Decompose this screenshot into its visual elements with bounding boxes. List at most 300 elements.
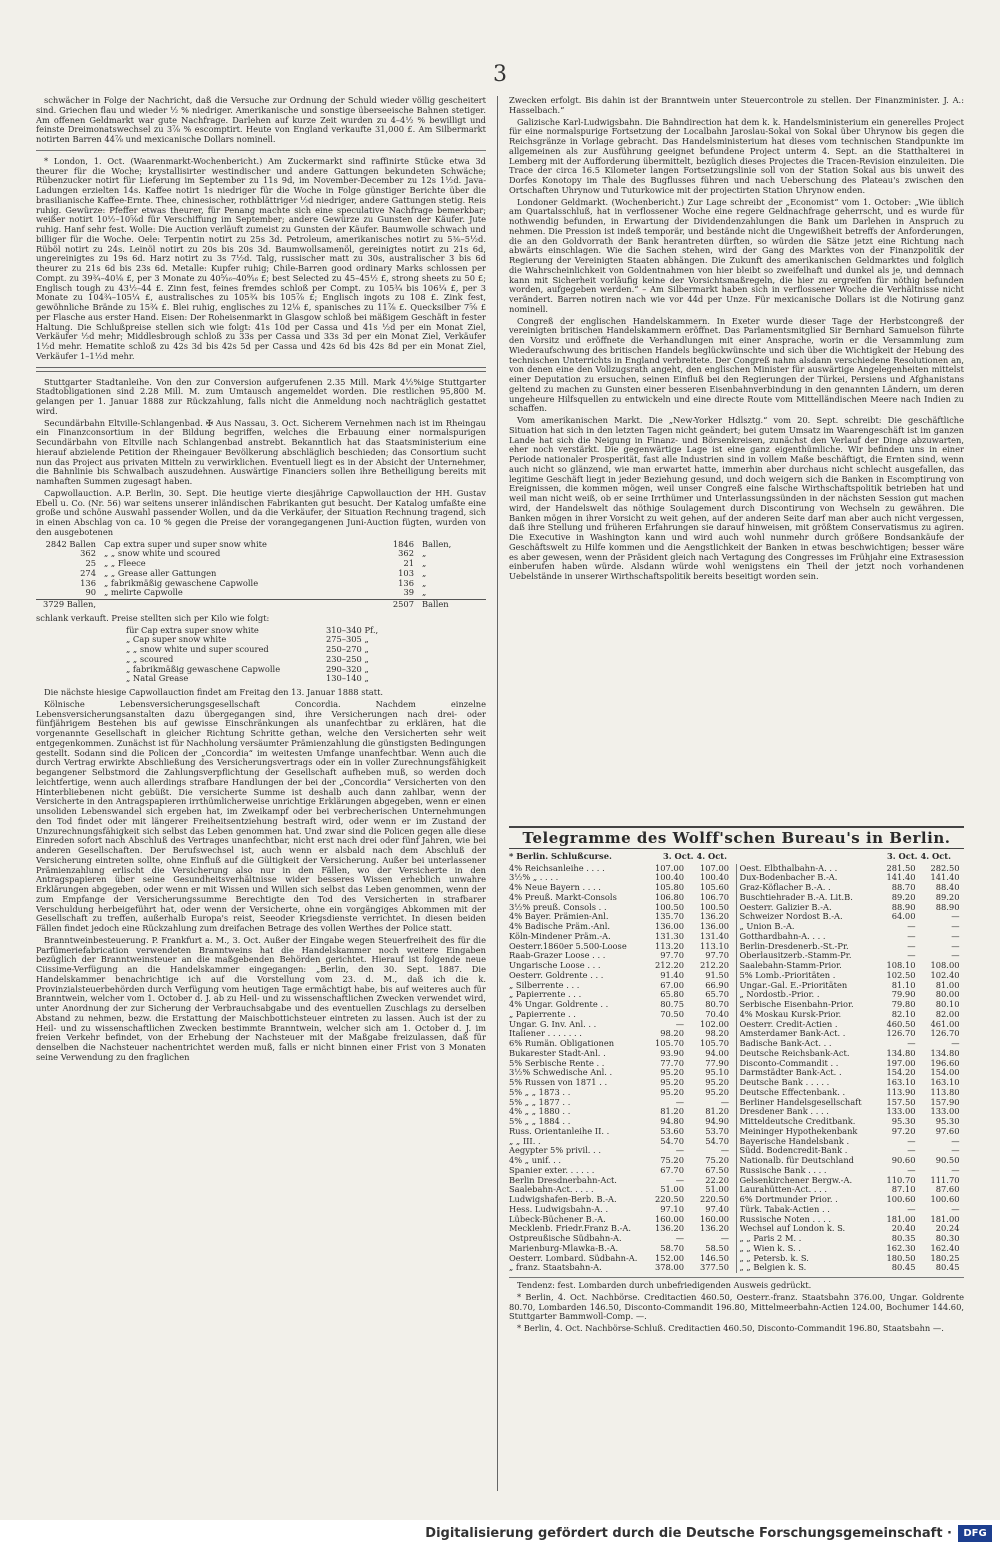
price-oct-4: — (951, 1203, 960, 1214)
price-oct-4: 80.70 (705, 999, 729, 1009)
quotes-right (736, 864, 965, 1274)
price-oct-3: — (907, 1164, 916, 1175)
price-oct-4: 100.40 (699, 872, 729, 883)
quote-row (740, 1254, 965, 1264)
security-name: Ludwigshafen-Berb. B.-A. (509, 1195, 617, 1204)
price-oct-3: 106.80 (654, 891, 684, 902)
price-oct-3: 94.80 (660, 1116, 684, 1126)
security-name: Serbische Eisenbahn-Prior. (739, 1000, 854, 1009)
price-oct-4: — (951, 1164, 960, 1175)
price-oct-4: 54.70 (705, 1135, 729, 1146)
security-name: 5% Lomb.-Prioritäten . (739, 970, 836, 980)
price-oct-4: 377.50 (699, 1262, 729, 1273)
funding-note: Digitalisierung gefördert durch die Deutsche Forschungsgemeinschaft · (425, 1526, 952, 1541)
security-name: Türk. Tabak-Actien . . (739, 1204, 830, 1214)
price-oct-3: — (907, 930, 916, 941)
price-oct-4: 180.25 (930, 1252, 960, 1263)
article-london-money-market: Londoner Geldmarkt. (Wochenbericht.) Zur Lage schreibt der „Economist“ vom 1. October: „Wie üblich am Quartalsschluß, hat in verflossener Woche eine regere Geldnachfrage geherrscht, und es wurde für nothwendig befunden, in Erwartung der Dividendenzahlungen die Bank um Darlehen in Anspruch zu nehmen. Die Pression ist indeß temporär, und bestände nicht die Ungewißheit betreffs der Anforderungen, die an den Goldvorrath der Bank herantreten dürften, so würden die Sätze jetzt eine Richtung nach abwärts einschlagen. Wie die Sachen stehen, wird der Gang des Marktes von der Finanzpolitik der Regierung der Vereinigten Staaten abhängen. Die Zukunft des amerikanischen Geldmarktes und folglich die Wahrscheinlichkeit von Goldentnahmen von hier bleibt so zweifelhaft und dunkel als je, und demnach kann mit Sicherheit vorläufig keine der Vorsichtsmaßregeln, die hier zu ergreifen für nöthig befunden worden, aufgegeben werden.“ – Am Silbermarkt haben sich in verflossener Woche die Verhältnisse nicht verändert. Barren notiren nach wie vor 44d per Unze. Für mexicanische Dollars ist die Notirung ganz nominell. (509, 196, 964, 314)
price-oct-4: 102.40 (930, 969, 960, 980)
price-oct-4: 70.40 (705, 1008, 729, 1019)
quote-row (509, 1117, 736, 1127)
quote-row (740, 1117, 965, 1127)
security-name: Buschtiehrader B.-A. Lit.B. (739, 892, 853, 902)
price-oct-3: 80.75 (660, 999, 684, 1009)
table-row: für Cap extra super snow white 310–340 Pf., (126, 624, 379, 635)
price-oct-3: 79.80 (891, 999, 916, 1009)
table-row: 25 „ „ Fleece 21 „ (85, 558, 427, 568)
price-oct-3: 81.10 (891, 979, 916, 990)
security-name: Deutsche Bank . . . . . (739, 1078, 830, 1087)
price-oct-3: — (675, 1233, 684, 1243)
quote-row (509, 1127, 736, 1137)
price-oct-3: 134.80 (886, 1047, 916, 1058)
price-oct-3: 82.10 (891, 1008, 916, 1019)
price-oct-3: 75.20 (660, 1155, 684, 1165)
security-name: „ Papierrente . . (509, 1009, 576, 1019)
price-oct-4: 196.60 (930, 1057, 960, 1068)
price-oct-4: — (951, 950, 960, 961)
table-row: 274 „ „ Grease aller Gattungen 103 „ (80, 567, 427, 578)
price-oct-3: 220.50 (654, 1194, 684, 1204)
security-name: Ungarische Loose . . . (509, 961, 601, 970)
after-hours-close-note: * Berlin, 4. Oct. Nachbörse-Schluß. Creditactien 460.50, Disconto-Commandit 196.80, Staatsbahn —. (517, 1323, 944, 1333)
price-oct-4: 91.50 (705, 969, 729, 980)
price-oct-3: 378.00 (654, 1262, 684, 1273)
price-oct-3: 88.70 (891, 882, 916, 892)
price-oct-4: 51.00 (705, 1184, 729, 1195)
price-oct-3: 136.20 (654, 1223, 684, 1234)
security-name: 5% Serbische Rente . . (509, 1058, 605, 1068)
prices-table (126, 626, 486, 685)
security-name: „ „ III. . (509, 1136, 541, 1146)
price-oct-3: 64.00 (891, 911, 916, 922)
security-name: Oesterr. Credit-Actien . (739, 1019, 838, 1029)
price-oct-4: 461.00 (930, 1018, 960, 1029)
security-name: Mitteldeutsche Creditbank. (739, 1117, 856, 1126)
table-row: „ Natal Grease 130–140 „ (126, 673, 369, 684)
security-name: Berlin-Dresdenerb.-St.-Pr. (739, 941, 849, 951)
price-oct-4: 105.60 (699, 882, 729, 892)
price-oct-4: 131.40 (699, 930, 729, 941)
security-name: Wechsel auf London k. S. (739, 1224, 846, 1234)
price-oct-4: 58.50 (705, 1242, 729, 1253)
quote-row (740, 1176, 965, 1186)
security-name: „ Nordostb.-Prior. . (739, 990, 820, 1000)
price-oct-3: 181.00 (886, 1213, 916, 1224)
left-column (36, 96, 486, 1491)
price-oct-4: — (951, 930, 960, 941)
table-row: 136 „ fabrikmäßig gewaschene Capwolle 136 „ (80, 577, 427, 588)
price-oct-4: 162.40 (930, 1242, 960, 1253)
table-row: „ fabrikmäßig gewaschene Capwolle 290–320 „ (126, 663, 369, 674)
price-oct-3: 91.40 (660, 969, 684, 980)
quote-row (509, 1166, 736, 1176)
price-oct-4: 154.00 (930, 1067, 960, 1078)
bales-table (36, 540, 486, 610)
price-oct-3: 141.40 (886, 872, 916, 883)
security-name: 5% Russen von 1871 . . (509, 1078, 608, 1087)
price-oct-4: 22.20 (705, 1174, 729, 1185)
price-oct-3: 97.70 (660, 950, 684, 961)
price-oct-4: 97.60 (935, 1125, 960, 1136)
quote-row (740, 1156, 965, 1166)
price-oct-4: 141.40 (930, 872, 960, 883)
price-oct-3: — (675, 1096, 684, 1107)
price-oct-4: 65.70 (705, 989, 729, 1000)
price-oct-4: 95.20 (705, 1086, 729, 1097)
price-oct-4: 94.00 (705, 1047, 729, 1058)
table-row: „ „ scoured 230–250 „ (126, 653, 369, 664)
price-oct-4: 102.00 (699, 1018, 729, 1029)
price-oct-4: 146.50 (699, 1252, 729, 1263)
quote-row (740, 912, 965, 922)
price-oct-4: 77.90 (705, 1057, 729, 1068)
table-row: „ „ snow white und super scoured 250–270 „ (126, 644, 369, 654)
security-name: 4% „ unif. . . (509, 1156, 562, 1165)
separator (36, 150, 486, 151)
quote-row (740, 922, 965, 932)
price-oct-4: 20.24 (935, 1223, 960, 1234)
price-oct-3: 100.60 (886, 1194, 916, 1204)
security-name: Oesterr. Galizier B.-A. (739, 902, 832, 912)
security-name: Russische Bank . . . . (739, 1165, 827, 1175)
price-oct-3: 126.70 (886, 1028, 916, 1039)
price-oct-4: 95.20 (705, 1077, 729, 1087)
price-oct-3: — (907, 1145, 916, 1156)
security-name: Dresdener Bank . . . . (739, 1107, 829, 1117)
security-name: Oesterr. Lombard. Südbahn-A. (509, 1253, 638, 1263)
column-divider (497, 96, 498, 1491)
price-oct-3: 105.70 (654, 1038, 684, 1048)
price-oct-3: 197.00 (886, 1057, 916, 1068)
price-oct-3: 108.10 (886, 960, 916, 970)
price-oct-4: 97.70 (705, 950, 729, 961)
price-oct-4: 107.00 (699, 862, 729, 873)
security-name: Schweizer Nordost B.-A. (739, 912, 843, 922)
price-oct-4: — (951, 1135, 960, 1146)
price-oct-3: 80.45 (891, 1262, 916, 1273)
price-oct-4: 181.00 (930, 1213, 960, 1224)
price-oct-4: 90.50 (935, 1155, 960, 1165)
price-oct-4: 53.70 (705, 1125, 729, 1136)
telegram-subheader (509, 852, 964, 862)
security-name: 4% Ungar. Goldrente . . (509, 1000, 609, 1009)
article-eltville-railway: Secundärbahn Eltville-Schlangenbad. ✠ Aus Nassau, 3. Oct. Sicherem Vernehmen nach ist im Rheingau ein Finanzconsortium in der Bildung begriffen, welches die Erbauung einer normalspurigen Secundärbahn von Eltville nach Schlangenbad anstrebt. Bekanntlich hat das Staatsministerium eine hierauf abzielende Petition der Rheingauer Bevölkerung abschläglich beschieden; das Consortium sucht nun das Project aus privaten Mitteln zu verwirklichen. Eventuell liegt es in der Absicht der Unternehmer, die Bahnlinie bis Schwalbach auszudehnen. Auswärtige Financiers sollen ihre Betheiligung bereits mit namhaften Summen zugesagt haben. (36, 417, 486, 486)
price-oct-3: — (907, 921, 916, 931)
security-name: Laurahütten-Act. . . . (739, 1185, 828, 1195)
price-oct-3: 152.00 (654, 1252, 684, 1263)
price-oct-3: 107.00 (654, 862, 684, 873)
security-name: Hess. Ludwigsbahn-A. . (509, 1204, 609, 1214)
after-hours-note: * Berlin, 4. Oct. Nachbörse. Creditactien 460.50, Oesterr.-franz. Staatsbahn 376.00, Ungar. Goldrente 80.70, Lombarden 146.50, Disconto-Commandit 196.80, Mittelmeerbahn-Actien 124.00, Bochumer 144.60, Stuttgarter Bammwoll-Comp. —. (509, 1291, 964, 1322)
price-oct-3: 135.70 (654, 911, 684, 922)
security-name: Saalebahn-Act. . . . . (509, 1185, 594, 1195)
page-number: 3 (493, 62, 507, 87)
security-name: Disconto-Commandit . . (739, 1058, 839, 1068)
price-oct-3: — (675, 1145, 684, 1156)
price-oct-3: 113.20 (654, 940, 684, 951)
quote-row (740, 893, 965, 903)
date-header: 3. Oct. 4. Oct. (887, 850, 951, 861)
table-total-row: 3729 Ballen, 2507 Ballen (36, 599, 486, 610)
security-name: „ Union B.-A. (739, 922, 795, 931)
telegram-title: Telegramme des Wolff'schen Bureau's in Berlin. (509, 826, 964, 849)
price-oct-3: 95.20 (660, 1067, 684, 1078)
quote-row (509, 1098, 736, 1108)
security-name: Nationalb. für Deutschland (739, 1156, 854, 1165)
article-brandy-tax: Branntweinbesteuerung. P. Frankfurt a. M., 3. Oct. Außer der Eingabe wegen Steuerfreiheit des für die Parfümeriefabrication verwendeten Branntweins hat die Handelskammer noch weitere Eingaben bezüglich der Branntweinsteuer an die maßgebenden Behörden gerichtet. Hierauf ist folgende neue Ciissime-Verfügung an die Handelskammer eingegangen: „Berlin, den 30. Sept. 1887. Die Handelskammer benachrichtige ich auf die Vorstellung vom 23. d. M., daß ich die k. Provinzialsteuerbehörden durch Verfügung vom heutigen Tage ermächtigt habe, bis auf weiteres auch für Branntwein, welcher vom 1. October d. J. ab zu Heil- und zu wissenschaftlichen Zwecken verwendet wird, unter Anordnung der zur Sicherung der Verbrauchsabgabe und des eventuellen Zuschlags zu derselben Abstand zu nehmen, bezw. die Erstattung der Maischbottichsteuer eintreten zu lassen. Auch ist der zu Heil- und zu wissenschaftlichen Zwecken bestimmte Branntwein, welcher sich am 1. October d. J. im freien Verkehr befindet, von der Erhebung der Nachsteuer mit der Maßgabe freizulassen, daß für denselben die Nachsteuer nachentrichtet werden muß, falls er nicht binnen einer Frist von 3 Monaten seine Verwendung zu den fraglichen (36, 934, 486, 1062)
security-name: 5% „ „ 1873 . . (509, 1087, 571, 1097)
quote-row (740, 942, 965, 952)
price-oct-4: — (720, 1145, 729, 1156)
price-oct-4: 80.30 (935, 1233, 960, 1243)
price-oct-3: — (675, 1018, 684, 1029)
quote-row (740, 1127, 965, 1137)
price-oct-4: 88.90 (935, 901, 960, 912)
price-oct-3: 65.80 (660, 989, 684, 1000)
security-name: Oesterr. Goldrente . . . (509, 970, 604, 980)
security-name: 4% Badische Präm.-Anl. (509, 922, 611, 931)
article-stuttgart-loan: Stuttgarter Stadtanleihe. Von den zur Conversion aufgerufenen 2.35 Mill. Mark 4½%ige Stuttgarter Stadtobligationen sind 2.28 Mill. M. zum Umtausch angemeldet worden. Die restlichen 95,800 M. gelangen per 1. Januar 1888 zur Rückzahlung, falls nicht die Anmeldung noch nachträglich gestattet wird. (36, 376, 486, 416)
price-oct-3: 163.10 (886, 1077, 916, 1087)
security-name: Berliner Handelsgesellschaft (739, 1097, 862, 1107)
quote-row (509, 1088, 736, 1098)
price-oct-3: 97.10 (660, 1203, 684, 1214)
security-name: Bukarester Stadt-Anl. . (509, 1048, 606, 1058)
security-name: „ franz. Staatsbahn-A. (509, 1263, 602, 1273)
security-name: „ „ Belgien k. S. (739, 1263, 807, 1273)
price-oct-3: — (907, 1203, 916, 1214)
price-oct-3: 95.20 (660, 1077, 684, 1087)
table-row: 90 „ melirte Capwolle 39 „ (85, 587, 427, 598)
security-name: Oest. Elbthalbahn-A. . . (739, 863, 838, 873)
price-oct-4: 80.00 (935, 989, 960, 1000)
price-oct-3: 67.00 (660, 979, 684, 990)
price-oct-4: 212.20 (699, 960, 729, 970)
price-oct-4: 134.80 (930, 1047, 960, 1058)
price-oct-4: — (720, 1096, 729, 1107)
price-oct-3: 51.00 (660, 1184, 684, 1195)
price-oct-4: 80.45 (935, 1262, 960, 1273)
quote-row (740, 1215, 965, 1225)
price-oct-3: 88.90 (891, 901, 916, 912)
security-name: Graz-Köflacher B.-A. . (739, 883, 831, 892)
security-name: „ Silberrente . . . (509, 980, 580, 990)
right-column (509, 96, 964, 820)
price-oct-3: 97.20 (891, 1125, 916, 1136)
security-name: Raab-Grazer Loose . . . (509, 951, 606, 961)
security-name: „ „ Wien k. S. . (739, 1243, 801, 1253)
price-oct-4: — (951, 940, 960, 951)
telegram-notes (509, 1277, 964, 1334)
price-oct-3: 81.20 (660, 1106, 684, 1117)
separator (36, 367, 486, 372)
price-oct-4: — (951, 911, 960, 922)
quote-row (740, 1146, 965, 1156)
quote-row (509, 1156, 736, 1166)
security-name: Ungar. G. Inv. Anl. . . (509, 1019, 597, 1029)
price-oct-3: 20.40 (891, 1223, 916, 1234)
price-oct-3: 102.50 (886, 969, 916, 980)
price-oct-4: 111.70 (930, 1174, 960, 1185)
price-oct-4: — (951, 1038, 960, 1048)
security-name: 5% „ „ 1877 . . (509, 1097, 571, 1107)
price-oct-4: 113.80 (930, 1086, 960, 1097)
article-american-market: Vom amerikanischen Markt. Die „New-Yorker Hdlsztg.“ vom 20. Sept. schreibt: Die geschäftliche Situation hat sich in den letzten Tagen nicht geändert; bei gutem Umsatz im Waarengeschäft ist im ganzen Lande hat sich die Neigung in Finanz- und Börsenkreisen, zunächst den Verlauf der Dinge abzuwarten, eher noch verstärkt. Die gegenwärtige Lage ist eine ganz eigenthümliche. Wir befinden uns in einer Periode nationaler Prosperität, fast alle Industrien sind in vollem Maße beschäftigt, die Ernten sind, wenn auch nicht so glänzend, wie man erwartet hatte, immerhin aber durchaus nicht schlecht ausgefallen, das legitime Geschäft liegt in jeder Beziehung gesund, und doch weigern sich die Banken in Escomptirung von Ereignissen, die kommen mögen, weil unser Congreß eine falsche Wirthschaftspolitik betrieben hat und weil man nicht weiß, ob er seine Irrthümer und Unterlassungssünden in der nächsten Session gut machen wird, der Handelswelt das nöthige Soulagement durch Discontirung von Wechseln zu gewähren. Die Banken mögen in ihrer Vorsicht zu weit gehen, auf der anderen Seite darf man aber auch nicht vergessen, daß ihre Stellung und früheren Erfahrungen sie darauf hinweisen, mit größtem Conservatismus zu agiren. Die Executive in Washington kann und wird auch wohl nunmehr durch größere Bondsankäufe der Geschäftswelt zu Hilfe kommen und die Aengstlichkeit der Banken in etwas beschwichtigen; besser wäre es aber gewesen, wenn der Präsident gleich nach Vertagung des Congresses im Frühjahr eine Extrasession einberufen haben würde. Alsdann würde wohl wenigstens ein Theil der jetzt noch vorhandenen Uebelstände in unserer Wirthschaftspolitik bereits beseitigt worden sein. (509, 415, 964, 581)
article-galician-railway: Galizische Karl-Ludwigsbahn. Die Bahndirection hat dem k. k. Handelsministerium ein generelles Project für eine normalspurige Fortsetzung der Localbahn Jaroslau-Sokal von Sokal über Uhrynow bis gegen die Reichsgränze in Vorlage gebracht. Das Handelsministerium hat dieses vom technischen Standpunkte im allgemeinen als zur Ausführung geeignet befundene Project unterm 4. Sept. an die Statthalterei in Lemberg mit der Aufforderung übermittelt, bezüglich dieses Projectes die Tracen-Revision einzuleiten. Die Trace der circa 16.5 Kilometer langen Fortsetzungslinie soll von der Station Sokal aus bis unweit des Dorfes Konotopy im Thale des Bugflusses führen und nach Ueberschung des Plateau's zwischen den Ortschaften Uhrynow und Tuturkowice mit der projectirten Station Uhrynow enden. (509, 116, 964, 195)
price-oct-4: — (951, 1145, 960, 1156)
price-oct-4: 81.20 (705, 1106, 729, 1117)
quote-row (509, 981, 736, 991)
price-oct-3: 79.90 (891, 989, 916, 1000)
quote-row (509, 1137, 736, 1147)
price-oct-3: 70.50 (660, 1008, 684, 1019)
price-oct-3: 98.20 (660, 1028, 684, 1039)
price-oct-3: 89.20 (891, 891, 916, 902)
security-name: 4% Preuß. Markt-Consols (509, 892, 617, 902)
price-oct-3: — (675, 1174, 684, 1185)
security-name: Lübeck-Büchener B.-A. (509, 1214, 606, 1224)
security-name: Gelsenkirchener Bergw.-A. (739, 1175, 853, 1185)
price-oct-3: 154.20 (886, 1067, 916, 1078)
price-oct-3: 162.30 (886, 1242, 916, 1253)
quote-row (509, 1263, 736, 1273)
security-name: Oberlausitzerb.-Stamm-Pr. (739, 951, 852, 961)
quote-row (740, 1029, 965, 1039)
price-oct-4: 97.40 (705, 1203, 729, 1214)
price-oct-3: — (907, 1135, 916, 1146)
price-oct-4: 82.00 (935, 1008, 960, 1019)
quote-row (740, 883, 965, 893)
price-oct-4: — (951, 921, 960, 931)
price-oct-3: 131.30 (654, 930, 684, 941)
quote-row (740, 981, 965, 991)
price-oct-3: 77.70 (660, 1057, 684, 1068)
dfg-logo: DFG (958, 1525, 992, 1542)
security-name: 4% Bayer. Prämien-Anl. (509, 912, 609, 922)
security-name: Italiener . . . . . . . (509, 1029, 582, 1039)
quote-row (509, 1039, 736, 1049)
price-oct-4: 67.50 (705, 1164, 729, 1175)
security-name: Marienburg-Mlawka-B.-A. (509, 1243, 619, 1253)
price-oct-3: 133.00 (886, 1106, 916, 1117)
article-london-commodities: * London, 1. Oct. (Waarenmarkt-Wochenbericht.) Am Zuckermarkt sind raffinirte Stücke etwa 3d theurer für die Woche; krystallisirter westindischer und andere Gattungen bekundeten Schwäche; Rübenzucker notirt für Lieferung im September zu 11s 9d, im November-December zu 12s 1½d. Java-Ladungen erzielten 14s. Kaffee notirt 1s niedriger für die Woche in Folge günstiger Berichte über die brasilianische Kaffee-Ernte. Thee, chinesischer, rothblättriger ½d niedriger, andere Gattungen stetig. Reis ruhig. Gewürze: Pfeffer etwas theurer, für Penang machte sich eine speculative Nachfrage bemerkbar; weißer notirt 10½–10⅝d für Verschiffung im September; andere Gewürze zu Gunsten der Käufer. Jute ruhig. Hanf sehr fest. Wolle: Die Auction verläuft zumeist zu Gunsten der Käufer. Baumwolle schwach und billiger für die Woche. Oele: Terpentin notirt zu 25s 3d. Petroleum, amerikanisches notirt zu 5⅜–5½d. Rüböl notirt zu 24s. Leinöl notirt zu 20s bis 20s 3d. Baumwollsamenöl, gereinigtes notirt zu 21s 6d, ungereinigtes zu 19s 6d. Harz notirt zu 3s 7½d. Talg, russischer matt zu 30s, australischer 3 bis 6d theurer zu 21s 6d bis 23s 6d. Metalle: Kupfer ruhig; Chile-Barren good ordinary Marks schlossen per Compt. zu 39¾–40⅛ £, per 3 Monate zu 40⁵⁄₁₆–40⁹⁄₁₆ £; best Selected zu 45–45½ £, strong sheets zu 50 £; Englisch tough zu 43½–44 £. Zinn fest, feines fremdes schloß per Compt. zu 105¾ bis 106¼ £, per 3 Monate zu 104¾–105¼ £, australisches zu 105¾ bis 105⅞ £; Englisch ingots zu 108 £. Zink fest, gewöhnliche Brände zu 15¾ £. Blei ruhig, englisches zu 12⅛ £, spanisches zu 11⅞ £. Quecksilber 7⅝ £ per Flasche aus erster Hand. Eisen: Der Roheisenmarkt in Glasgow schloß bei mäßigem Geschäft in fester Haltung. Die Schlußpreise stellen sich wie folgt: 41s 10d per Cassa und 41s ½d per ein Monat Ziel, Verkäufer ½d mehr; Middlesbrough schloß zu 33s per Cassa und 33s 3d per ein Monat Ziel, Verkäufer 1½d mehr. Hematite schloß zu 42s 3d bis 42s 5d per Cassa und 42s 6d bis 42s 8d per ein Monat Ziel, Verkäufer 1–1½d mehr. (36, 155, 486, 361)
security-name: Russische Noten . . . . (739, 1214, 831, 1224)
security-name: 4% Neue Bayern . . . . (509, 883, 601, 892)
security-name: Spanier exter. . . . . . (509, 1165, 595, 1175)
quote-row (740, 903, 965, 913)
price-oct-4: 136.20 (699, 1223, 729, 1234)
price-oct-4: 133.00 (930, 1106, 960, 1117)
security-name: Köln-Mindener Präm.-A. (509, 931, 611, 941)
security-name: Russ. Orientanleihe II. . (509, 1126, 610, 1136)
telegram-section (509, 826, 964, 1496)
price-oct-3: — (907, 940, 916, 951)
price-oct-3: 281.50 (886, 862, 916, 873)
security-name: Berlin Dresdnerbahn-Act. (509, 1175, 617, 1185)
price-oct-4: 66.90 (705, 979, 729, 990)
quote-row (740, 1000, 965, 1010)
article-chambers-congress: Congreß der englischen Handelskammern. In Exeter wurde dieser Tage der Herbstcongreß der vereinigten britischen Handelskammern eröffnet. Das Parlamentsmitglied Sir Bernhard Samuelson führte den Vorsitz und eröffnete die Verhandlungen mit einer Ansprache, worin er die Versammlung zum Wiederaufschwung des britischen Handels beglückwünschte und sich über die Wichtigkeit der Hebung des technischen Unterrichts in England verbreitete. Der Congreß nahm alsdann verschiedene Resolutionen an, von denen eine den Vollzugsrath angeht, den englischen Minister für auswärtige Angelegenheiten mittelst einer Deputation zu ersuchen, seinen Einfluß bei den Regierungen der Türkei, Persiens und Afghanistans geltend zu machen zu Gunsten einer besseren Eisenbahnverbindung in den genannten Ländern, um deren ungeheure Hilfsquellen zu entwickeln und eine directe Route vom Mittelländischen Meere nach Indien zu schaffen. (509, 315, 964, 414)
quotes-left (509, 864, 736, 1274)
quote-row (509, 1020, 736, 1030)
price-oct-4: 163.10 (930, 1077, 960, 1087)
price-oct-3: 180.50 (886, 1252, 916, 1263)
price-oct-3: 54.70 (660, 1135, 684, 1146)
security-name: Gotthardbahn-A. . . . (739, 931, 826, 941)
price-oct-4: 113.10 (699, 940, 729, 951)
price-oct-4: 157.90 (930, 1096, 960, 1107)
article-paragraph: Zwecken erfolgt. Bis dahin ist der Branntwein unter Steuercontrole zu stellen. Der Finanzminister. J. A.: Hasselbach.“ (509, 96, 964, 115)
table-row: „ Cap super snow white 275–305 „ (126, 634, 369, 645)
price-oct-3: 212.20 (654, 960, 684, 970)
price-oct-4: 89.20 (935, 891, 960, 902)
security-name: Oesterr.1860er 5.500-Loose (509, 941, 627, 951)
quote-row (740, 873, 965, 883)
price-oct-4: 160.00 (699, 1213, 729, 1224)
quote-row (740, 1195, 965, 1205)
price-oct-3: 95.20 (660, 1086, 684, 1097)
price-oct-3: 80.35 (891, 1233, 916, 1243)
quote-row (509, 1000, 736, 1010)
quote-row (509, 1049, 736, 1059)
quote-row (740, 1137, 965, 1147)
security-name: Darmstädter Bank-Act. . (739, 1068, 842, 1078)
quote-row (509, 1176, 736, 1186)
security-name: Badische Bank-Act. . . (739, 1039, 832, 1048)
security-name: Aegypter 5% privil. . . (509, 1146, 601, 1156)
security-name: Bayerische Handelsbank . (739, 1136, 850, 1146)
price-oct-4: 80.10 (935, 999, 960, 1009)
quote-row (509, 1195, 736, 1205)
article-next-auction: Die nächste hiesige Capwollauction findet am Freitag den 13. Januar 1888 statt. (44, 687, 384, 697)
security-name: 3½% Schwedische Anl. . (509, 1068, 613, 1078)
tendency-note: Tendenz: fest. Lombarden durch unbefriedigenden Ausweis gedrückt. (517, 1280, 812, 1290)
quote-row (509, 1078, 736, 1088)
security-name: 4% „ „ 1880 . . (509, 1107, 571, 1117)
price-oct-3: 136.00 (654, 921, 684, 931)
quote-row (509, 990, 736, 1000)
quote-row (509, 1068, 736, 1078)
security-name: 4% Moskau Kursk-Prior. (739, 1009, 842, 1019)
security-name: „ „ Paris 2 M. . (739, 1234, 802, 1243)
price-oct-4: 282.50 (930, 862, 960, 873)
article-concordia-insurance: Kölnische Lebensversicherungsgesellschaft Concordia. Nachdem einzelne Lebensversicherungsanstalten dazu übergegangen sind, ihre Versicherungen nach drei- oder fünfjährigem Bestehen bis auf gewisse Einschränkungen als unanfechtbar zu erklären, hat die vorgenannte Gesellschaft in gleicher Richtung Schritte gethan, welche den Versicherten sehr weit entgegenkommen. Zunächst ist für Nachholung versäumter Prämienzahlung die günstigsten Bedingungen gestellt. Sodann sind die Policen der „Concordia“ im weitesten Umfange unanfechtbar. Wenn auch die durch Vertrag erwirkte Abschließung des Versicherungsvertrags oder ein in voller Zurechnungsfähigkeit begangener Selbstmord die Zahlungsverpflichtung der Gesellschaft aufheben muß, so werden doch leichtfertige, wenn auch allerdings strafbare Handlungen der bei der „Concordia“ Versicherten von den Hinterbliebenen nicht gebüßt. Die versicherte Summe ist deshalb auch dann zahlbar, wenn der Versicherte in den Antragspapieren irrthümlicherweise unrichtige Erklärungen abgegeben, wenn er einen unsoliden Lebenswandel sich ergeben hat, im Zweikampf oder bei verbrecherischen Unternehmungen den Tod findet oder mit längerer Freiheitsentziehung bestraft wird, oder wenn er im Zustand der Unzurechnungsfähigkeit sich selbst das Leben genommen hat. Und zwar sind die Policen gegen alle diese Einreden sofort nach Abschluß des Vertrages unanfechtbar, nicht erst nach drei oder fünf Jahren, wie bei anderen Gesellschaften. Der Berufswechsel ist, auch wenn er alsbald nach dem Abschluß der Versicherung eintreten sollte, ohne Einfluß auf die Gültigkeit der Versicherung. Außer bei unterlassener Prämienzahlung erlischt die Versicherung also nur in den Fällen, wo der Versicherte in den Antragspapieren über seine Gesundheitsverhältnisse wider besseres Wissen erheblich unwahre Erklärungen abgegeben, oder wenn er mit Wissen und Willen sich selbst das Leben genommen, wenn der zum Empfange der Versicherungssumme Berechtigte den Tod des Versicherten in strafbarer Verschuldung herbeigeführt hat, oder wenn der Versicherte, ohne ein vorgängiges Abkommen mit der Gesellschaft zu treffen, außerhalb Europa's reist, Seeoder Kriegsdienste verrichtet. In diesen beiden Fällen findet jedoch eine Rückzahlung zum dreifachen Betrage des vollen Werthes der Police statt. (36, 698, 486, 933)
security-name: Ungar.-Gal. E.-Prioritäten (739, 980, 848, 990)
quote-row (509, 942, 736, 952)
price-oct-3: — (907, 950, 916, 961)
quote-row (509, 1234, 736, 1244)
price-oct-3: 100.40 (654, 872, 684, 883)
security-name: Mecklenb. Friedr.Franz B.-A. (509, 1224, 632, 1234)
article-paragraph: schwächer in Folge der Nachricht, daß die Versuche zur Ordnung der Schuld wieder völlig gescheitert sind. Griechen flau und wieder ½ % niedriger. Amerikanische und sonstige überseeische Bahnen stetiger. Am offenen Geldmarkt war gute Nachfrage. Darlehen auf kurze Zeit wurden zu 4–4½ % bewilligt und feinste Dreimonatswechsel zu 3⅞ % escomptirt. Heute von England verkaufte 31,000 £. Am Silbermarkt notirten Barren 44⅞ und mexicanische Dollars nominell. (36, 96, 486, 144)
price-oct-3: 58.70 (660, 1242, 684, 1253)
security-name: „ „ Petersb. k. S. (739, 1253, 809, 1263)
quotes-table (509, 864, 964, 1274)
security-name: 6% Dortmunder Prior. . (739, 1195, 838, 1204)
quote-row (740, 990, 965, 1000)
price-oct-3: 67.70 (660, 1164, 684, 1175)
price-oct-4: 136.00 (699, 921, 729, 931)
quote-row (509, 1146, 736, 1156)
quote-row (740, 932, 965, 942)
price-oct-4: 98.20 (705, 1028, 729, 1039)
price-oct-4: 220.50 (699, 1194, 729, 1204)
price-oct-3: 110.70 (886, 1174, 916, 1185)
price-oct-3: 460.50 (886, 1018, 916, 1029)
price-oct-3: 100.50 (654, 901, 684, 912)
prices-intro: schlank verkauft. Preise stellten sich per Kilo wie folgt: (36, 612, 270, 623)
